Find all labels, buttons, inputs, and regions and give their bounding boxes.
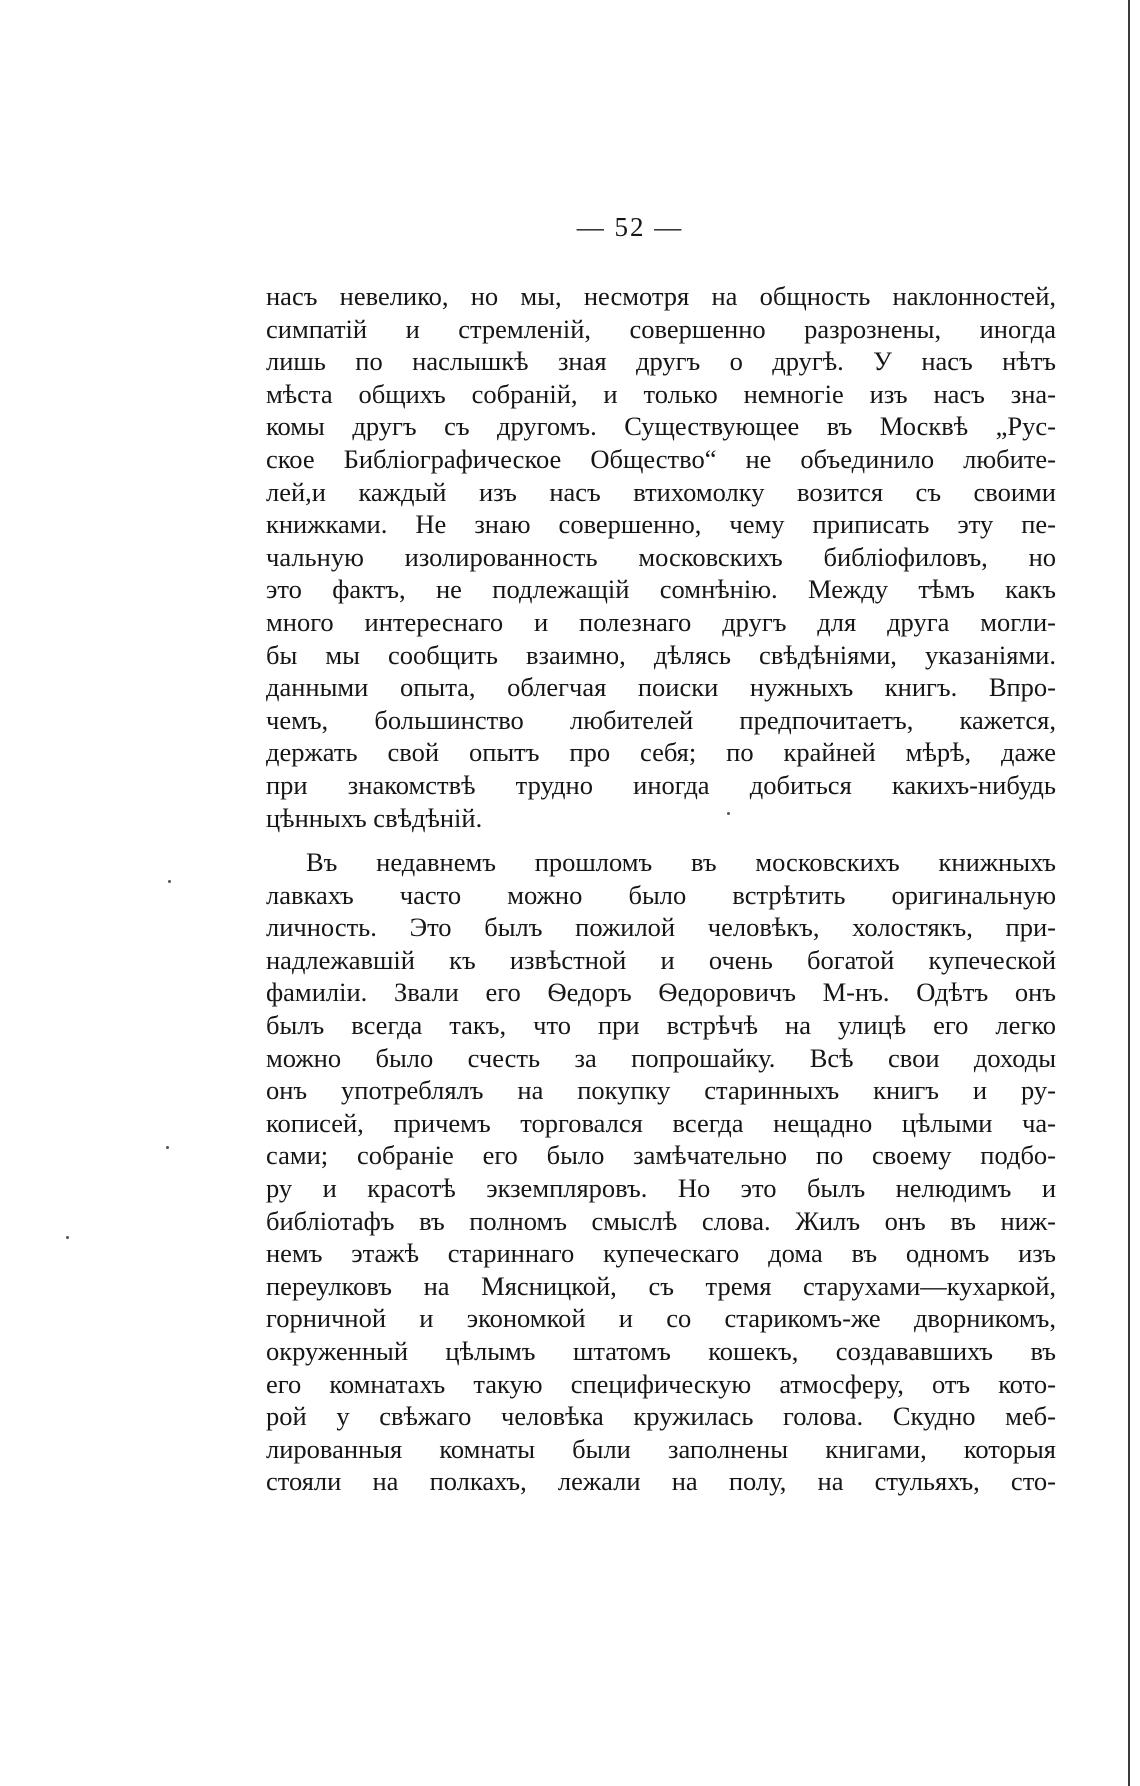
text-line: библіотафъ въ полномъ смыслѣ слова. Жилъ онъ въ ниж- bbox=[266, 1205, 1056, 1236]
body-text bbox=[266, 280, 1056, 1498]
text-line: сами; собраніе его было замѣчательно по своему подбо- bbox=[266, 1140, 1056, 1171]
text-line: бы мы сообщить взаимно, дѣлясь свѣдѣніями, указаніями. bbox=[266, 639, 1056, 670]
text-line: это фактъ, не подлежащій сомнѣнію. Между тѣмъ какъ bbox=[266, 574, 1056, 605]
text-line: лавкахъ часто можно было встрѣтить оригинальную bbox=[266, 879, 1056, 910]
text-line: комы другъ съ другомъ. Существующее въ Москвѣ „Рус- bbox=[266, 411, 1056, 442]
text-line: мѣста общихъ собраній, и только немногіе изъ насъ зна- bbox=[266, 378, 1056, 409]
text-line: онъ употреблялъ на покупку старинныхъ книгъ и ру- bbox=[266, 1075, 1056, 1106]
scan-speck bbox=[66, 1236, 69, 1239]
paragraph-gap bbox=[266, 834, 1056, 846]
text-line: переулковъ на Мясницкой, съ тремя старухами—кухаркой, bbox=[266, 1270, 1056, 1301]
text-line: цѣнныхъ свѣдѣній. bbox=[266, 802, 483, 833]
text-line: насъ невелико, но мы, несмотря на общность наклонностей, bbox=[266, 281, 1056, 311]
text-line: держать свой опытъ про себя; по крайней мѣрѣ, даже bbox=[266, 737, 1056, 768]
text-line: лей,и каждый изъ насъ втихомолку возится съ своими bbox=[266, 476, 1056, 507]
text-line: чальную изолированность московскихъ библіофиловъ, но bbox=[266, 541, 1056, 572]
text-line: книжками. Не знаю совершенно, чему приписать эту пе- bbox=[266, 509, 1056, 540]
page-edge-line bbox=[1128, 0, 1130, 1786]
text-line: Въ недавнемъ прошломъ въ московскихъ книжныхъ bbox=[306, 847, 1056, 878]
paragraph-1 bbox=[266, 280, 1056, 834]
text-line: фамиліи. Звали его Ѳедоръ Ѳедоровичъ М-нъ. Одѣтъ онъ bbox=[266, 977, 1056, 1008]
text-line: много интереснаго и полезнаго другъ для друга могли- bbox=[266, 606, 1056, 637]
text-line: чемъ, большинство любителей предпочитаетъ, кажется, bbox=[266, 704, 1056, 735]
text-line: можно было счесть за попрошайку. Всѣ свои доходы bbox=[266, 1042, 1056, 1073]
text-line: ское Библіографическое Общество“ не объединило любите- bbox=[266, 443, 1056, 474]
text-line: окруженный цѣлымъ штатомъ кошекъ, создававшихъ въ bbox=[266, 1336, 1056, 1366]
text-line: симпатій и стремленій, совершенно разрознены, иногда bbox=[266, 313, 1056, 344]
text-line: данными опыта, облегчая поиски нужныхъ книгъ. Впро- bbox=[266, 672, 1056, 703]
text-line: при знакомствѣ трудно иногда добиться какихъ-нибудь bbox=[266, 769, 1056, 800]
text-line: былъ всегда такъ, что при встрѣчѣ на улицѣ его легко bbox=[266, 1010, 1056, 1041]
text-line: немъ этажѣ стариннаго купеческаго дома въ одномъ изъ bbox=[266, 1238, 1056, 1269]
text-line: стояли на полкахъ, лежали на полу, на стульяхъ, сто- bbox=[266, 1466, 1056, 1497]
text-line: рой у свѣжаго человѣка кружилась голова. Скудно меб- bbox=[266, 1401, 1056, 1432]
text-line: личность. Это былъ пожилой человѣкъ, холостякъ, при- bbox=[266, 912, 1056, 943]
scan-speck bbox=[727, 812, 730, 815]
text-line: лишь по наслышкѣ зная другъ о другѣ. У насъ нѣтъ bbox=[266, 346, 1056, 377]
text-line: лированныя комнаты были заполнены книгами, которыя bbox=[266, 1433, 1056, 1464]
scan-speck bbox=[166, 1146, 169, 1149]
page-number: — 52 — bbox=[576, 212, 684, 242]
text-line: его комнатахъ такую специфическую атмосферу, отъ кото- bbox=[266, 1368, 1056, 1399]
text-line: надлежавшій къ извѣстной и очень богатой купеческой bbox=[266, 944, 1056, 975]
text-line: кописей, причемъ торговался всегда нещадно цѣлыми ча- bbox=[266, 1107, 1056, 1138]
scan-speck bbox=[168, 880, 171, 883]
paragraph-2 bbox=[266, 846, 1056, 1498]
text-line: горничной и экономкой и со старикомъ-же дворникомъ, bbox=[266, 1303, 1056, 1334]
text-line: ру и красотѣ экземпляровъ. Но это былъ нелюдимъ и bbox=[266, 1173, 1056, 1204]
